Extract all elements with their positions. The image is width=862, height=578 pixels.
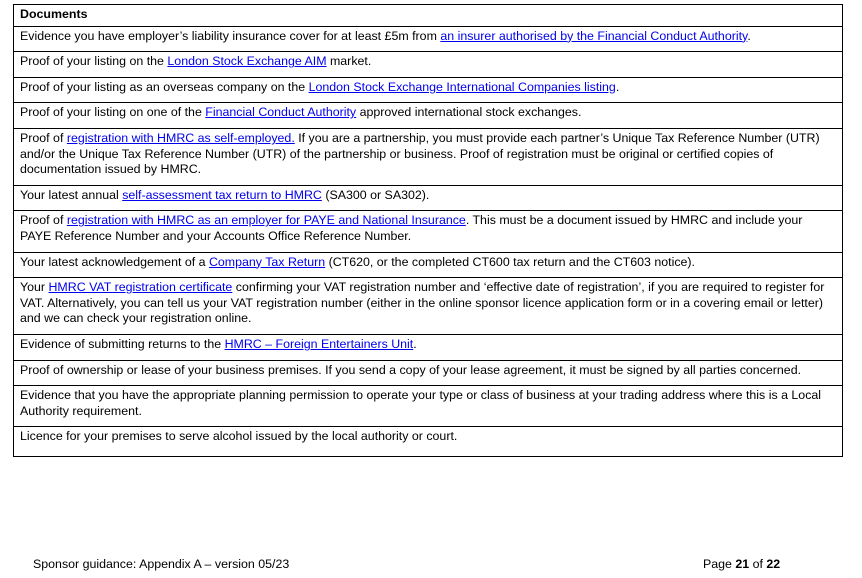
table-cell <box>14 278 843 335</box>
table-row <box>14 252 843 278</box>
row-text: Your latest annual <box>20 187 123 202</box>
row-text: approved international stock exchanges. <box>356 105 582 120</box>
row-text: (CT620, or the completed CT600 tax return and the CT603 notice). <box>325 254 695 269</box>
row-text: . <box>747 28 751 43</box>
row-text: Proof of <box>20 213 67 228</box>
table-cell <box>14 128 843 185</box>
row-text: Proof of <box>20 130 67 145</box>
row-text: Licence for your premises to serve alcohol issued by the local authority or court. <box>20 429 458 444</box>
row-text: Evidence of submitting returns to the <box>20 336 225 351</box>
lse-international-link[interactable]: London Stock Exchange International Companies listing <box>308 79 616 94</box>
row-text: Proof of your listing as an overseas company on the <box>20 79 309 94</box>
fca-link[interactable]: Financial Conduct Authority <box>205 105 357 120</box>
table-cell <box>14 77 843 103</box>
table-row <box>14 52 843 78</box>
documents-table <box>13 4 843 457</box>
table-row <box>14 77 843 103</box>
self-assessment-link[interactable]: self-assessment tax return to HMRC <box>122 187 322 202</box>
page-total: 22 <box>766 557 781 571</box>
table-row <box>14 278 843 335</box>
row-text: Proof of ownership or lease of your business premises. If you send a copy of your lease agreement, it must be signed by all parties concerned. <box>20 362 802 377</box>
page-current: 21 <box>735 557 750 571</box>
hmrc-vat-link[interactable]: HMRC VAT registration certificate <box>48 280 233 295</box>
row-text: Evidence you have employer’s liability insurance cover for at least £5m from <box>20 28 441 43</box>
row-text: . This must be a document issued by HMRC and include your PAYE Reference Number and your Accounts Office Reference Number. <box>20 213 803 243</box>
table-cell <box>14 211 843 252</box>
table-row <box>14 128 843 185</box>
row-text: market. <box>326 54 372 69</box>
hmrc-foreign-entertainers-link[interactable]: HMRC – Foreign Entertainers Unit <box>224 336 414 351</box>
row-text: Proof of your listing on one of the <box>20 105 206 120</box>
table-header-row <box>14 5 843 27</box>
table-cell <box>14 334 843 360</box>
hmrc-paye-link[interactable]: registration with HMRC as an employer for PAYE and National Insurance <box>66 213 466 228</box>
page-label: Page <box>703 557 736 571</box>
footer-page-number <box>703 557 780 572</box>
table-row <box>14 103 843 129</box>
row-text: If you are a partnership, you must provide each partner’s Unique Tax Reference Number (UTR) and/or the Unique Tax Reference Number (UTR) of the partnership or business. Proof of registration must be original or certified copies of documentation issued by HMRC. <box>20 130 820 177</box>
row-text: (SA300 or SA302). <box>321 187 430 202</box>
row-text: Proof of your listing on the <box>20 54 168 69</box>
table-cell <box>14 185 843 211</box>
table-row <box>14 26 843 52</box>
row-text: Your latest acknowledgement of a <box>20 254 209 269</box>
table-row <box>14 185 843 211</box>
table-cell <box>14 386 843 427</box>
row-text: confirming your VAT registration number and ‘effective date of registration’, if you are required to register for VAT. Alternatively, you can tell us your VAT registration number (either in the online sponsor licence application form or in a covering email or letter) and we can check your registration online. <box>20 280 825 326</box>
table-cell <box>14 52 843 78</box>
table-row <box>14 386 843 427</box>
table-header-documents: Documents <box>14 5 843 27</box>
table-cell <box>14 427 843 457</box>
fca-insurer-link[interactable]: an insurer authorised by the Financial Conduct Authority <box>440 28 748 43</box>
table-row <box>14 211 843 252</box>
company-tax-return-link[interactable]: Company Tax Return <box>208 254 326 269</box>
row-text: . <box>413 336 417 351</box>
table-cell <box>14 252 843 278</box>
page-of: of <box>749 557 767 571</box>
table-row <box>14 427 843 457</box>
table-cell <box>14 360 843 386</box>
table-row <box>14 334 843 360</box>
row-text: Your <box>20 280 49 295</box>
row-text: . <box>615 79 620 94</box>
lse-aim-link[interactable]: London Stock Exchange AIM <box>167 54 327 69</box>
table-cell <box>14 26 843 52</box>
table-cell <box>14 103 843 129</box>
row-text: Evidence that you have the appropriate planning permission to operate your type or class of business at your trading address where this is a Local Authority requirement. <box>20 388 822 418</box>
table-row <box>14 360 843 386</box>
footer-version: Sponsor guidance: Appendix A – version 05/23 <box>33 557 290 571</box>
hmrc-self-employed-link[interactable]: registration with HMRC as self-employed. <box>66 130 295 145</box>
